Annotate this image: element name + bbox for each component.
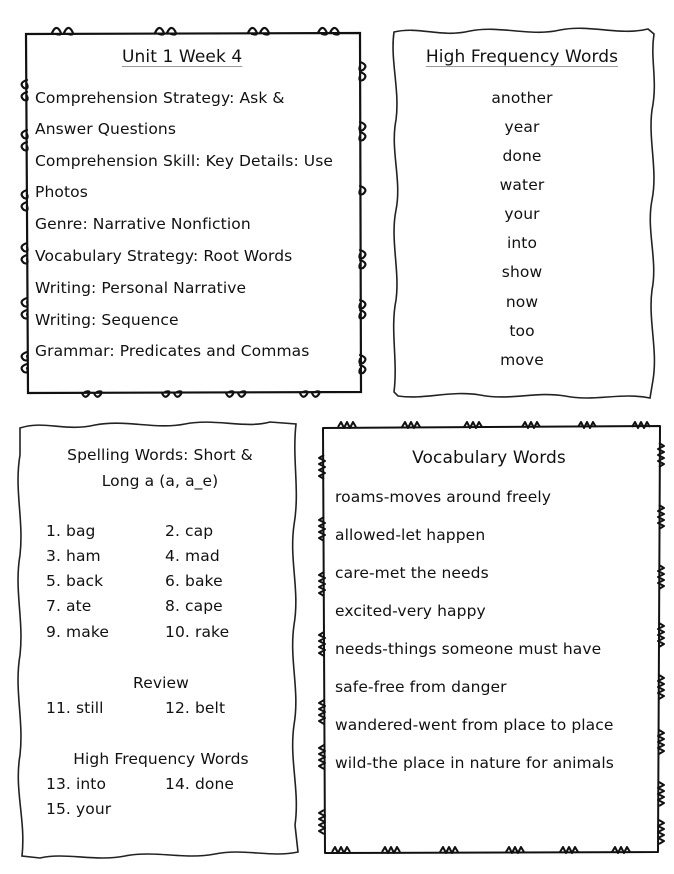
review-heading: Review: [133, 674, 189, 692]
spelling-hf-word: 14. done: [165, 775, 235, 793]
hf-word: too: [509, 322, 535, 340]
spelling-word: 7. ate: [46, 597, 92, 615]
spelling-hf-heading: High Frequency Words: [73, 750, 249, 768]
unit-line: Genre: Narrative Nonfiction: [35, 215, 251, 233]
unit-line: Photos: [35, 183, 88, 201]
spelling-title-line2: Long a (a, a_e): [101, 472, 219, 490]
vocabulary-words-box: [310, 410, 674, 874]
unit-line: Comprehension Strategy: Ask &: [35, 89, 285, 107]
unit-line: Comprehension Skill: Key Details: Use: [35, 152, 334, 170]
hf-word: year: [504, 118, 540, 136]
spelling-word: 5. back: [46, 572, 104, 590]
spelling-words-box: [0, 410, 310, 874]
spelling-hf-word: 15. your: [46, 800, 112, 818]
review-word: 12. belt: [165, 699, 226, 717]
unit-overview-box: [0, 0, 380, 410]
hf-word: into: [506, 234, 538, 252]
unit-line: Writing: Sequence: [35, 311, 179, 329]
hf-word: show: [501, 263, 543, 281]
spelling-word: 4. mad: [165, 547, 220, 565]
spelling-hf-word: 13. into: [46, 775, 107, 793]
review-word: 11. still: [46, 699, 104, 717]
spelling-word: 3. ham: [46, 547, 101, 565]
vocab-title: Vocabulary Words: [412, 448, 566, 468]
hf-word: done: [502, 147, 542, 165]
hf-word: another: [491, 89, 553, 107]
spelling-word: 8. cape: [165, 597, 223, 615]
unit-line: Writing: Personal Narrative: [35, 279, 247, 297]
spelling-word: 9. make: [46, 623, 109, 641]
vocab-entry: roams-moves around freely: [335, 488, 552, 506]
unit-line: Vocabulary Strategy: Root Words: [35, 247, 293, 265]
vocab-entry: allowed-let happen: [335, 526, 486, 544]
unit-line: Grammar: Predicates and Commas: [35, 342, 310, 360]
spelling-word: 6. bake: [165, 572, 223, 590]
hf-title: High Frequency Words: [425, 47, 619, 67]
high-frequency-words-box: [380, 0, 674, 410]
vocab-entry: needs-things someone must have: [335, 640, 602, 658]
hf-word: move: [500, 351, 544, 369]
hf-word: your: [504, 205, 540, 223]
unit-line: Answer Questions: [35, 120, 177, 138]
vocab-entry: safe-free from danger: [335, 678, 507, 696]
vocab-entry: excited-very happy: [335, 602, 486, 620]
vocab-entry: wild-the place in nature for animals: [335, 754, 614, 772]
spelling-word: 10. rake: [165, 623, 230, 641]
hf-word: water: [499, 176, 545, 194]
spelling-word: 1. bag: [46, 522, 96, 540]
vocab-entry: care-met the needs: [335, 564, 489, 582]
unit-title: Unit 1 Week 4: [122, 47, 243, 67]
spelling-title-line1: Spelling Words: Short &: [67, 446, 253, 464]
spelling-word: 2. cap: [165, 522, 214, 540]
vocab-entry: wandered-went from place to place: [335, 716, 614, 734]
hf-word: now: [505, 293, 539, 311]
